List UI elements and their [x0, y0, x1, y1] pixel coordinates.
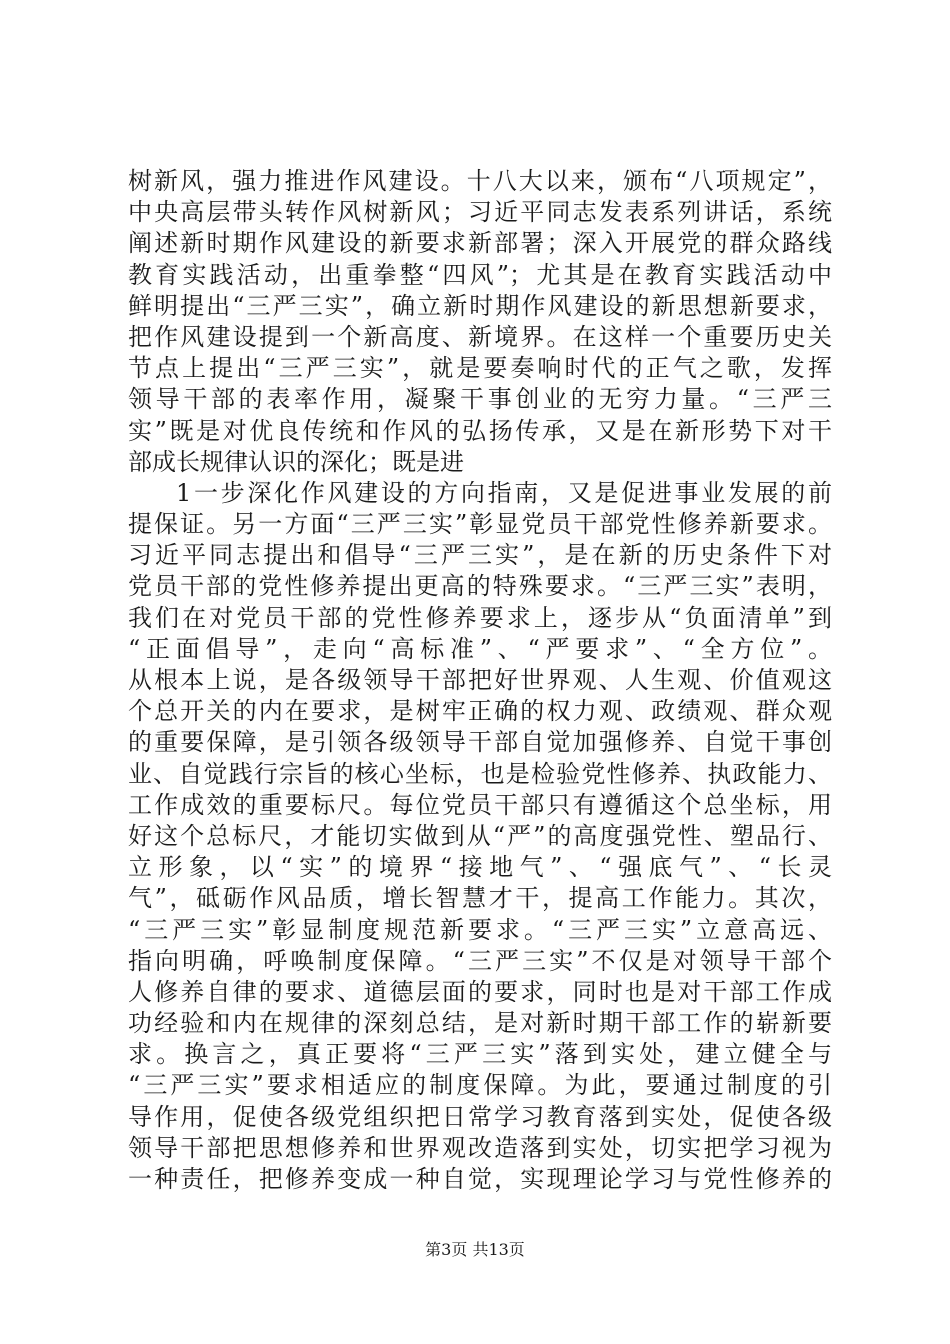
text-line: 领导干部把思想修养和世界观改造落到实处，切实把学习视为	[128, 1133, 832, 1162]
text-line: 个总开关的内在要求，是树牢正确的权力观、政绩观、群众观	[128, 697, 832, 726]
text-line: 树新风，强力推进作风建设。十八大以来，颁布“八项规定”，	[128, 167, 832, 195]
text-line: 我们在对党员干部的党性修养要求上，逐步从“负面清单”到	[128, 603, 832, 632]
page-number-footer: 第3页 共13页	[425, 1240, 525, 1259]
text-line: 从根本上说，是各级领导干部把好世界观、人生观、价值观这	[128, 666, 832, 694]
text-line: 一种责任，把修养变成一种自觉，实现理论学习与党性修养的	[128, 1165, 832, 1193]
text-line: 中央高层带头转作风树新风；习近平同志发表系列讲话，系统	[128, 198, 832, 227]
text-line: 求。换言之，真正要将“三严三实”落到实处，建立健全与	[128, 1040, 832, 1069]
text-line: 工作成效的重要标尺。每位党员干部只有遵循这个总坐标，用	[128, 790, 832, 819]
text-line: 节点上提出“三严三实”，就是要奏响时代的正气之歌，发挥	[128, 354, 832, 383]
text-line: 的重要保障，是引领各级领导干部自觉加强修养、自觉干事创	[128, 728, 832, 757]
text-line: 立形象，以“实”的境界“接地气”、“强底气”、“长灵	[128, 853, 832, 882]
text-line: “正面倡导”，走向“高标准”、“严要求”、“全方位”。	[128, 634, 832, 663]
text-line: 气”，砥砺作风品质，增长智慧才干，提高工作能力。其次，	[128, 884, 832, 913]
text-line: 功经验和内在规律的深刻总结，是对新时期干部工作的崭新要	[128, 1009, 832, 1038]
text-line: “三严三实”彰显制度规范新要求。“三严三实”立意高远、	[128, 915, 832, 944]
text-line: 提保证。另一方面“三严三实”彰显党员干部党性修养新要求。	[128, 510, 832, 539]
text-line: 导作用，促使各级党组织把日常学习教育落到实处，促使各级	[128, 1102, 832, 1131]
text-line: 阐述新时期作风建设的新要求新部署；深入开展党的群众路线	[128, 229, 832, 258]
text-line: 部成长规律认识的深化；既是进	[128, 447, 464, 476]
text-line: 实”既是对优良传统和作风的弘扬传承，又是在新形势下对干	[128, 416, 832, 445]
text-line: 指向明确，呼唤制度保障。“三严三实”不仅是对领导干部个	[128, 946, 832, 975]
paragraph-start-line: 1一步深化作风建设的方向指南，又是促进事业发展的前	[176, 478, 832, 507]
body-text	[128, 166, 832, 1195]
text-line: 鲜明提出“三严三实”，确立新时期作风建设的新思想新要求，	[128, 291, 832, 320]
text-line: 党员干部的党性修养提出更高的特殊要求。“三严三实”表明，	[128, 572, 832, 601]
text-line: 把作风建设提到一个新高度、新境界。在这样一个重要历史关	[128, 322, 832, 351]
text-line: 业、自觉践行宗旨的核心坐标，也是检验党性修养、执政能力、	[128, 759, 832, 788]
text-line: 领导干部的表率作用，凝聚干事创业的无穷力量。“三严三	[128, 385, 832, 414]
text-line: 人修养自律的要求、道德层面的要求，同时也是对干部工作成	[128, 977, 832, 1006]
text-line: 习近平同志提出和倡导“三严三实”，是在新的历史条件下对	[128, 541, 832, 570]
text-line: “三严三实”要求相适应的制度保障。为此，要通过制度的引	[128, 1071, 832, 1100]
text-line: 好这个总标尺，才能切实做到从“严”的高度强党性、塑品行、	[128, 821, 832, 850]
text-line: 教育实践活动，出重拳整“四风”；尤其是在教育实践活动中	[128, 260, 832, 289]
